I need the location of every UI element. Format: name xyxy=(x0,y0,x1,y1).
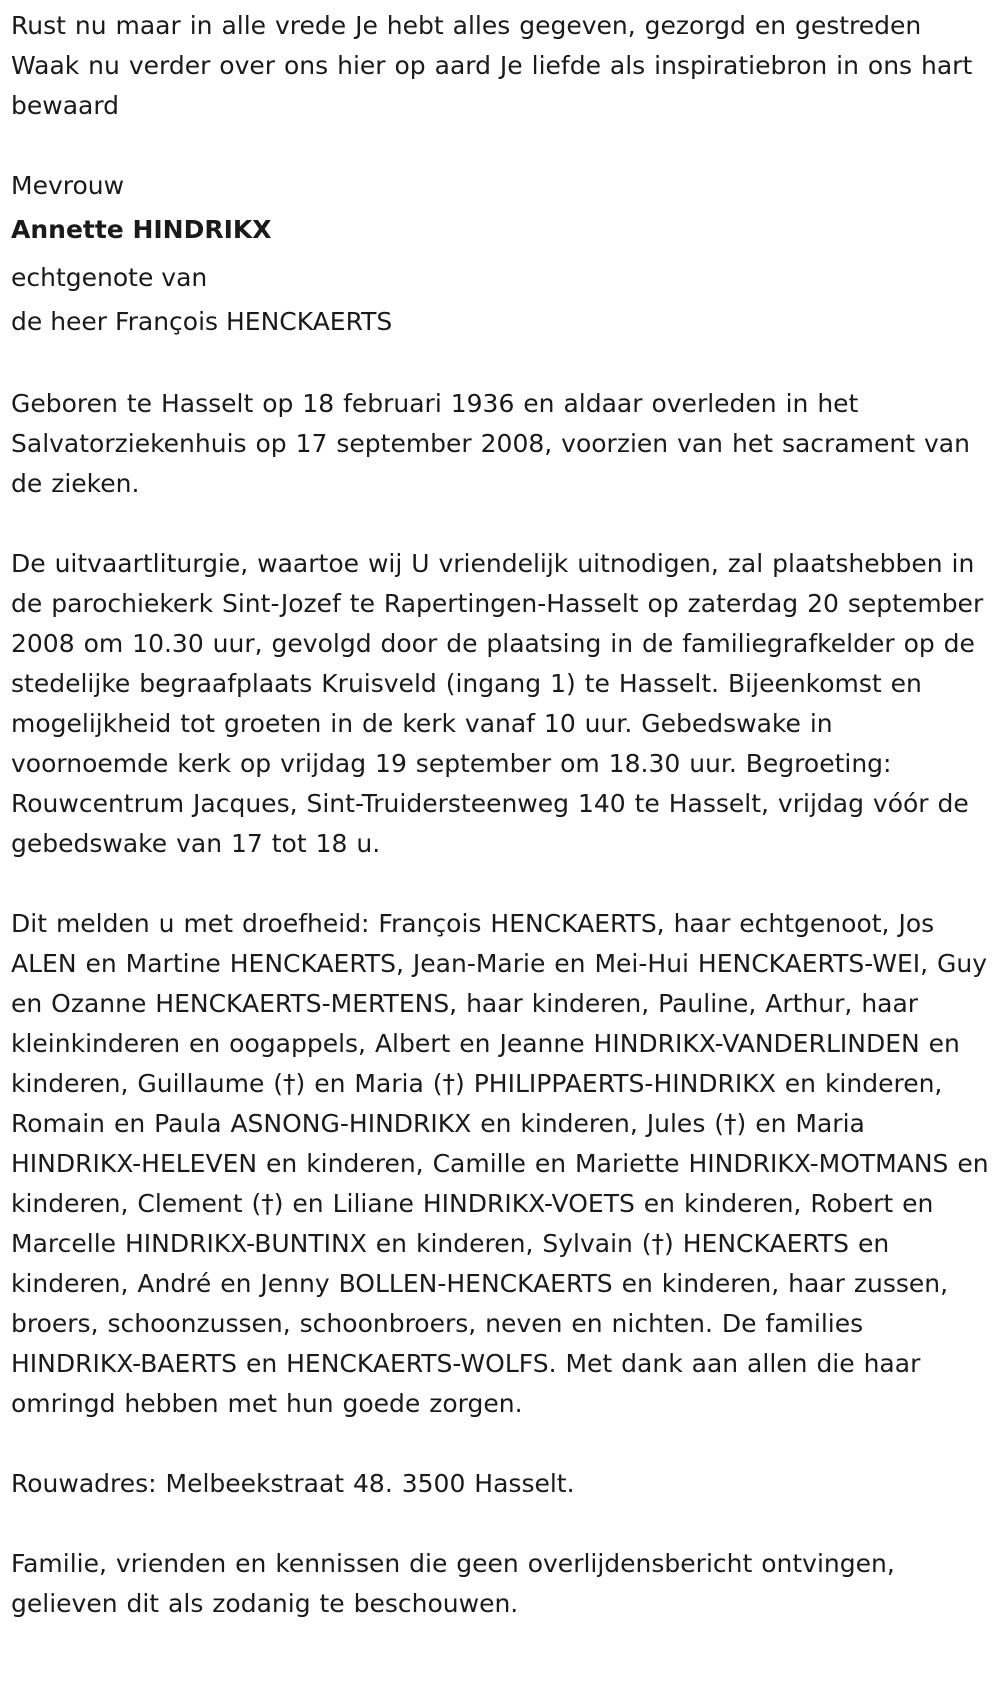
relation-label: echtgenote van xyxy=(11,263,208,292)
memorial-poem: Rust nu maar in alle vrede Je hebt alles gegeven, gezorgd en gestreden Waak nu verder over ons hier op aard Je liefde als inspiratiebron in ons hart bewaard xyxy=(11,11,973,120)
funeral-paragraph: De uitvaartliturgie, waartoe wij U vriendelijk uitnodigen, zal plaatshebben in de parochiekerk Sint-Jozef te Rapertingen-Hasselt op zaterdag 20 september 2008 om 10.30 uur, gevolgd door de plaatsing in de familiegrafkelder op de stedelijke begraafplaats Kruisveld (ingang 1) te Hasselt. Bijeenkomst en mogelijkheid tot groeten in de kerk vanaf 10 uur. Gebedswake in voornoemde kerk op vrijdag 19 september om 18.30 uur. Begroeting: Rouwcentrum Jacques, Sint-Truidersteenweg 140 te Hasselt, vrijdag vóór de gebedswake van 17 tot 18 u. xyxy=(11,549,984,858)
closing-paragraph: Familie, vrienden en kennissen die geen overlijdensbericht ontvingen, gelieven dit als zodanig te beschouwen. xyxy=(11,1549,895,1618)
family-paragraph: Dit melden u met droefheid: François HENCKAERTS, haar echtgenoot, Jos ALEN en Martine HENCKAERTS, Jean-Marie en Mei-Hui HENCKAERTS-WEI, Guy en Ozanne HENCKAERTS-MERTENS, haar kinderen, Pauline, Arthur, haar kleinkinderen en oogappels, Albert en Jeanne HINDRIKX-VANDERLINDEN en kinderen, Guillaume (†) en Maria (†) PHILIPPAERTS-HINDRIKX en kinderen, Romain en Paula ASNONG-HINDRIKX en kinderen, Jules (†) en Maria HINDRIKX-HELEVEN en kinderen, Camille en Mariette HINDRIKX-MOTMANS en kinderen, Clement (†) en Liliane HINDRIKX-VOETS en kinderen, Robert en Marcelle HINDRIKX-BUNTINX en kinderen, Sylvain (†) HENCKAERTS en kinderen, André en Jenny BOLLEN-HENCKAERTS en kinderen, haar zussen, broers, schoonzussen, schoonbroers, neven en nichten. De families HINDRIKX-BAERTS en HENCKAERTS-WOLFS. Met dank aan allen die haar omringd hebben met hun goede zorgen. xyxy=(11,909,989,1418)
address-paragraph: Rouwadres: Melbeekstraat 48. 3500 Hasselt. xyxy=(11,1469,575,1498)
deceased-name: Annette HINDRIKX xyxy=(11,215,272,244)
birth-death-paragraph: Geboren te Hasselt op 18 februari 1936 en aldaar overleden in het Salvatorziekenhuis op 17 september 2008, voorzien van het sacrament van de zieken. xyxy=(11,389,970,498)
honorific: Mevrouw xyxy=(11,171,125,200)
spouse-name: de heer François HENCKAERTS xyxy=(11,307,393,336)
